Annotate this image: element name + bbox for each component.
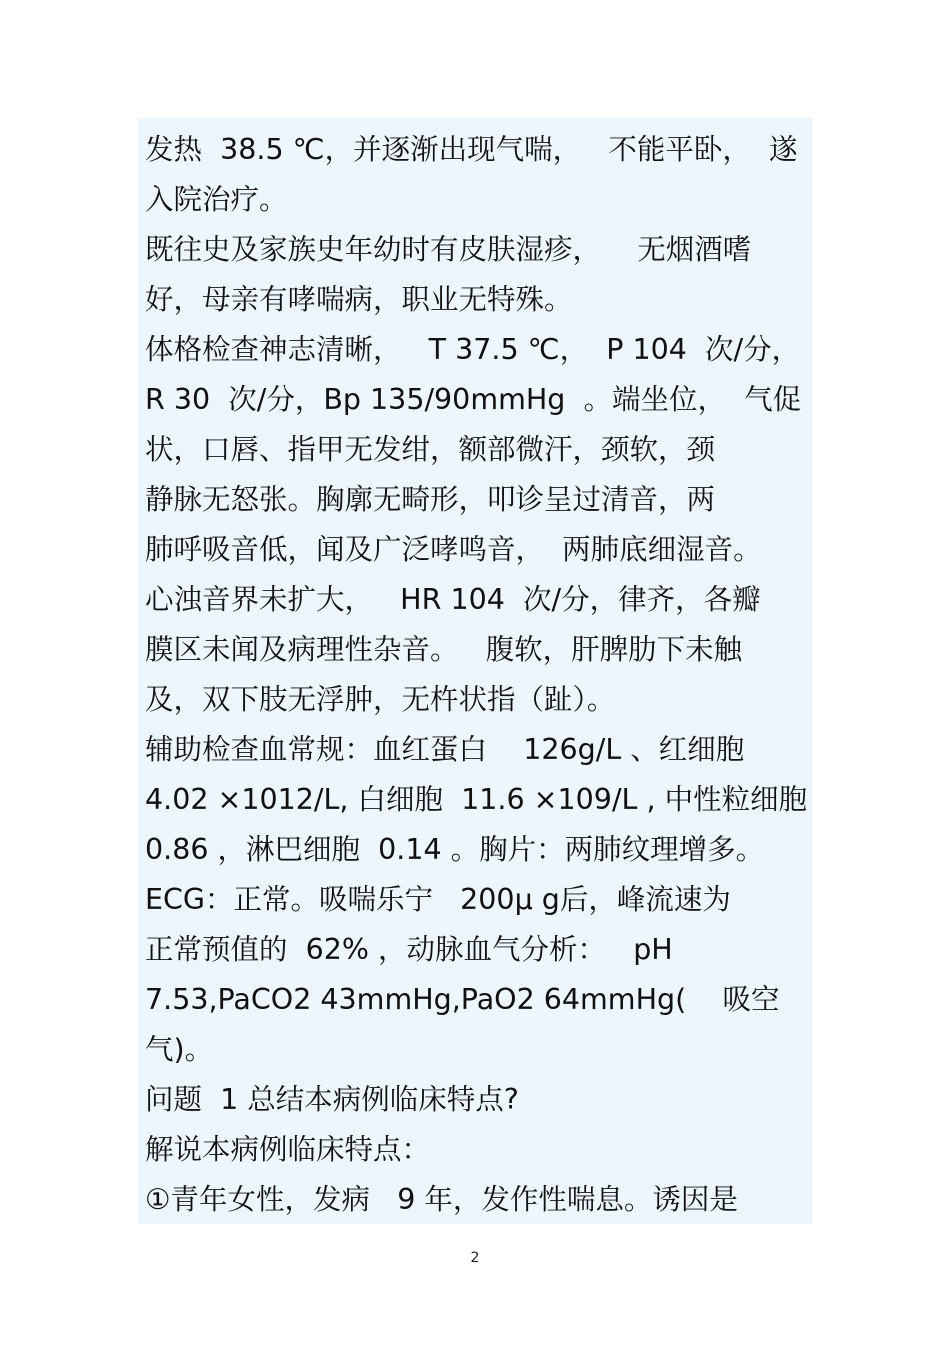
text-line: 入院治疗。 xyxy=(145,183,288,216)
text-line: 7.53,PaCO2 43mmHg,PaO2 64mmHg( 吸空 xyxy=(145,983,780,1016)
text-line: 静脉无怒张。胸廓无畸形，叩诊呈过清音，两 xyxy=(145,483,716,516)
page-number: 2 xyxy=(470,1250,480,1266)
text-line: 发热 38.5 ℃，并逐渐出现气喘， 不能平卧， 遂 xyxy=(145,133,798,166)
text-line: 心浊音界未扩大， HR 104 次/分，律齐，各瓣 xyxy=(145,583,761,616)
text-line: ①青年女性，发病 9 年，发作性喘息。诱因是 xyxy=(145,1183,738,1216)
text-line: 问题 1 总结本病例临床特点? xyxy=(145,1083,519,1116)
text-line: ECG：正常。吸喘乐宁 200μ g后，峰流速为 xyxy=(145,883,731,916)
text-line: 状，口唇、指甲无发绀，额部微汗，颈软，颈 xyxy=(145,433,716,466)
text-line: 正常预值的 62% ，动脉血气分析： pH xyxy=(145,933,673,966)
text-line: 及，双下肢无浮肿，无杵状指（趾）。 xyxy=(145,683,616,716)
text-line: 解说本病例临床特点： xyxy=(145,1133,431,1166)
text-line: 好，母亲有哮喘病，职业无特殊。 xyxy=(145,283,573,316)
text-line: 4.02 ×1012/L, 白细胞 11.6 ×109/L , 中性粒细胞 xyxy=(145,783,808,816)
text-line: 膜区未闻及病理性杂音。 腹软，肝脾肋下未触 xyxy=(145,633,743,666)
text-line: 0.86 ，淋巴细胞 0.14 。胸片：两肺纹理增多。 xyxy=(145,833,765,866)
text-line: 体格检查神志清晰， T 37.5 ℃， P 104 次/分， xyxy=(145,333,801,366)
text-line: 肺呼吸音低，闻及广泛哮鸣音， 两肺底细湿音。 xyxy=(145,533,762,566)
text-line: 辅助检查血常规：血红蛋白 126g/L 、红细胞 xyxy=(145,733,745,766)
text-line: 气)。 xyxy=(145,1033,214,1066)
text-line: R 30 次/分，Bp 135/90mmHg 。端坐位， 气促 xyxy=(145,383,802,416)
text-line: 既往史及家族史年幼时有皮肤湿疹， 无烟酒嗜 xyxy=(145,233,752,266)
